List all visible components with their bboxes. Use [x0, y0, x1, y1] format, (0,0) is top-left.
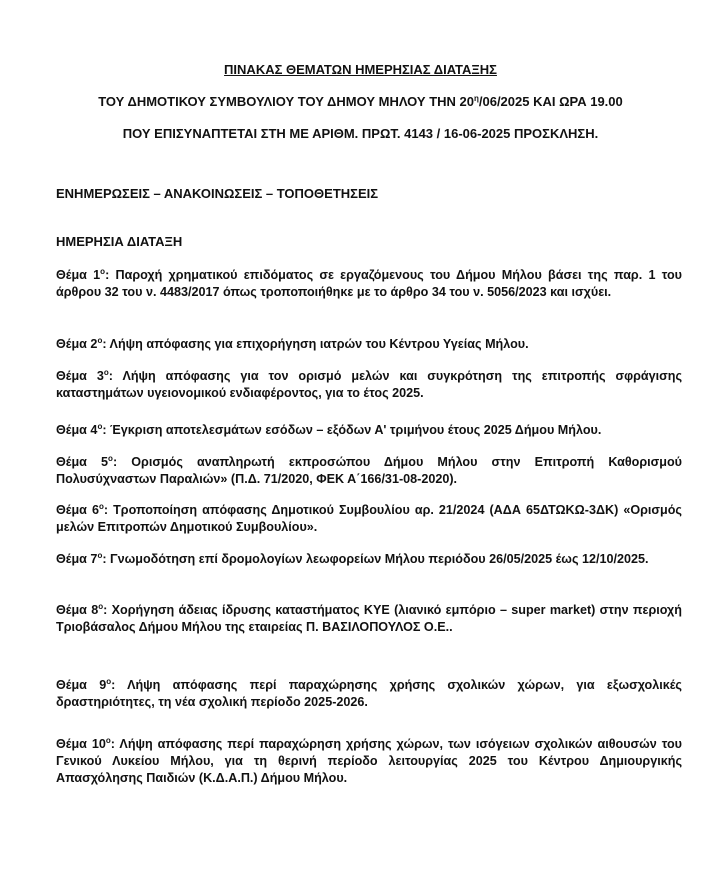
agenda-item-label: Θέμα 7	[56, 552, 98, 566]
agenda-item-10	[56, 736, 682, 787]
agenda-item-label: Θέμα 8	[56, 603, 99, 617]
agenda-item-4	[56, 422, 682, 439]
agenda-item-label: Θέμα 3	[56, 369, 104, 383]
agenda-item-label: Θέμα 4	[56, 423, 98, 437]
agenda-item-5	[56, 454, 682, 488]
agenda-item-label: Θέμα 1	[56, 268, 101, 282]
invitation-reference-line: ΠΟΥ ΕΠΙΣΥΝΑΠΤΕΤΑΙ ΣΤΗ ΜΕ ΑΡΙΘΜ. ΠΡΩΤ. 4143 / 16-06-2025 ΠΡΟΣΚΛΗΣΗ.	[122, 126, 599, 141]
ordinal-superscript: ο	[103, 368, 109, 377]
agenda-item-7	[56, 551, 682, 568]
ordinal-superscript: ο	[97, 422, 103, 431]
agenda-item-9	[56, 677, 682, 711]
agenda-item-text: : Γνωμοδότηση επί δρομολογίων λεωφορείων Μήλου περιόδου 26/05/2025 έως 12/10/2025.	[102, 552, 649, 566]
agenda-item-text: : Λήψη απόφασης για τον ορισμό μελών και συγκρότηση της επιτροπής σφράγισης καταστημάτων υγειονομικού ενδιαφέροντος, για το έτος 2025.	[56, 369, 682, 400]
agenda-item-text: : Λήψη απόφασης περί παραχώρησης χρήσης σχολικών χώρων, για εξωσχολικές δραστηριότητες, τη νέα σχολική περίοδο 2025-2026.	[56, 678, 682, 709]
agenda-item-label: Θέμα 2	[56, 337, 98, 351]
agenda-item-text: : Παροχή χρηματικού επιδόματος σε εργαζόμενους του Δήμου Μήλου βάσει της παρ. 1 του άρθρου 32 του ν. 4483/2017 όπως τροποποιήθηκε με το άρθρο 34 του ν. 5056/2023 και ισχύει.	[56, 268, 682, 299]
agenda-item-label: Θέμα 9	[56, 678, 107, 692]
agenda-item-6	[56, 502, 682, 536]
agenda-item-label: Θέμα 6	[56, 503, 99, 517]
agenda-item-label: Θέμα 10	[56, 737, 106, 751]
ordinal-superscript: ο	[97, 551, 103, 560]
agenda-item-text: : Τροποποίηση απόφασης Δημοτικού Συμβουλίου αρ. 21/2024 (ΑΔΑ 65ΔΤΩΚΩ-3ΔΚ) «Ορισμός μελών Επιτροπών Δημοτικού Συμβουλίου».	[56, 503, 682, 534]
section-heading-announcements: ΕΝΗΜΕΡΩΣΕΙΣ – ΑΝΑΚΟΙΝΩΣΕΙΣ – ΤΟΠΟΘΕΤΗΣΕΙΣ	[56, 186, 379, 201]
agenda-item-1	[56, 267, 682, 301]
document-title: ΠΙΝΑΚΑΣ ΘΕΜΑΤΩΝ ΗΜΕΡΗΣΙΑΣ ΔΙΑΤΑΞΗΣ	[224, 62, 497, 77]
ordinal-superscript: ο	[98, 602, 104, 611]
meeting-date-rest: /06/2025 ΚΑΙ ΩΡΑ 19.00	[478, 94, 623, 109]
agenda-item-8	[56, 602, 682, 636]
ordinal-superscript: ο	[97, 336, 103, 345]
agenda-item-label: Θέμα 5	[56, 455, 109, 469]
meeting-date-text: ΤΟΥ ΔΗΜΟΤΙΚΟΥ ΣΥΜΒΟΥΛΙΟΥ ΤΟΥ ΔΗΜΟΥ ΜΗΛΟΥ ΤΗΝ 20	[98, 94, 474, 109]
meeting-date-superscript: η	[473, 94, 479, 103]
ordinal-superscript: ο	[105, 736, 111, 745]
agenda-item-text: : Έγκριση αποτελεσμάτων εσόδων – εξόδων Α' τριμήνου έτους 2025 Δήμου Μήλου.	[102, 423, 602, 437]
meeting-date-line	[0, 94, 721, 109]
agenda-item-text: : Χορήγηση άδειας ίδρυσης καταστήματος ΚΥΕ (λιανικό εμπόριο – super market) στην περιοχή Τριοβάσαλος Δήμου Μήλου της εταιρείας Π. ΒΑΣΙΛΟΠΟΥΛΟΣ Ο.Ε..	[56, 603, 682, 634]
agenda-item-2	[56, 336, 682, 353]
ordinal-superscript: ο	[100, 267, 106, 276]
agenda-item-text: : Λήψη απόφασης για επιχορήγηση ιατρών του Κέντρου Υγείας Μήλου.	[102, 337, 529, 351]
agenda-item-text: : Λήψη απόφασης περί παραχώρηση χρήσης χώρων, των ισόγειων σχολικών αιθουσών του Γενικού Λυκείου Μήλου, για τη θερινή περίοδο λειτουργίας 2025 του Κέντρου Δημιουργικής Απασχόλησης Παιδιών (Κ.Δ.Α.Π.) Δήμου Μήλου.	[56, 737, 683, 785]
agenda-item-3	[56, 368, 682, 402]
ordinal-superscript: ο	[108, 454, 113, 463]
ordinal-superscript: ο	[106, 677, 112, 686]
section-heading-agenda: ΗΜΕΡΗΣΙΑ ΔΙΑΤΑΞΗ	[56, 234, 183, 249]
agenda-item-text: : Ορισμός αναπληρωτή εκπροσώπου Δήμου Μήλου στην Επιτροπή Καθορισμού Πολυσύχναστων Παραλιών» (Π.Δ. 71/2020, ΦΕΚ Α΄166/31-08-2020).	[56, 455, 683, 486]
ordinal-superscript: ο	[98, 502, 104, 511]
